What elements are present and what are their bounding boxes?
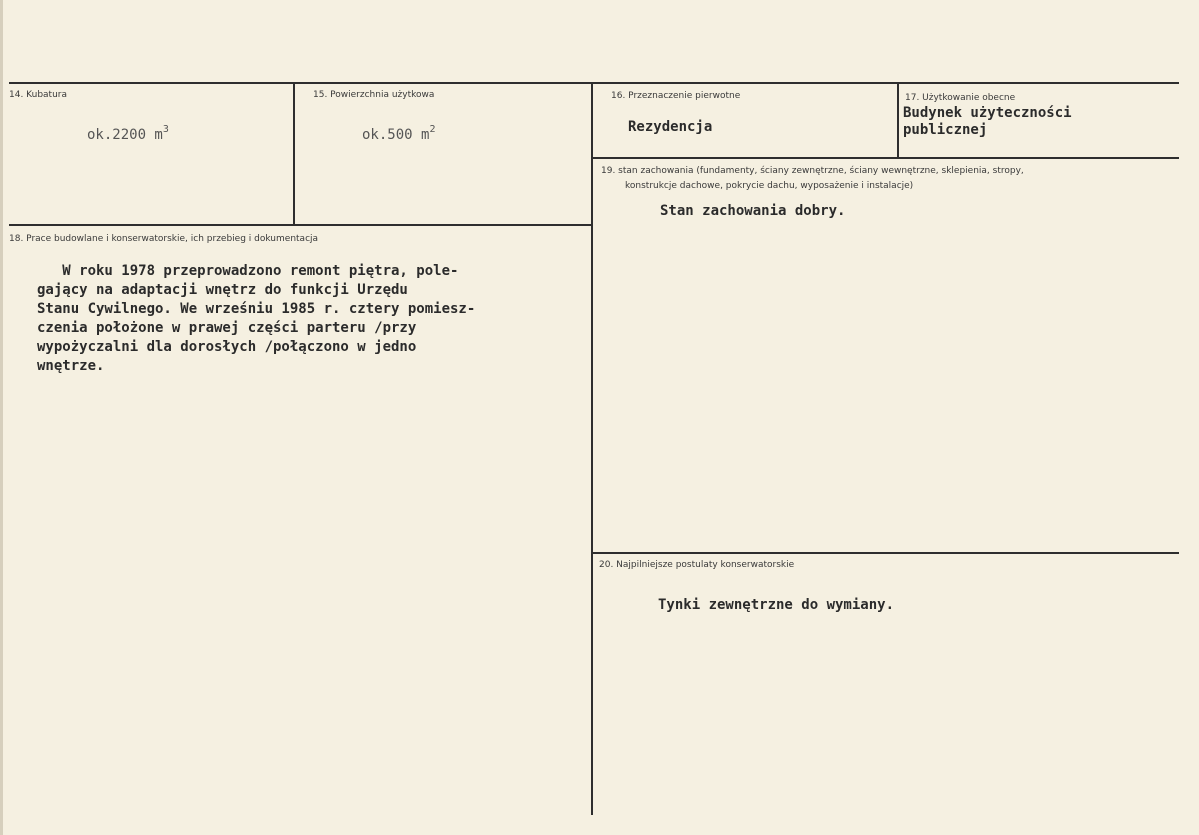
field-18-line: W roku 1978 przeprowadzono remont piętra, pole- xyxy=(37,263,459,279)
field-20-label: 20. Najpilniejsze postulaty konserwatorskie xyxy=(599,560,795,570)
field-17-value-line-1: Budynek użyteczności xyxy=(903,105,1072,121)
right-rule-19 xyxy=(593,157,1179,159)
field-20-value: Tynki zewnętrzne do wymiany. xyxy=(658,597,895,613)
field-16-label: 16. Przeznaczenie pierwotne xyxy=(611,91,741,101)
top-rule xyxy=(9,82,1179,84)
right-rule-20 xyxy=(593,552,1179,554)
field-14-value xyxy=(87,124,169,143)
kubatura-value: ok.2200 m xyxy=(87,127,163,143)
field-15-value xyxy=(362,124,435,143)
divider-14-15 xyxy=(293,82,295,225)
field-18-line: czenia położone w prawej części parteru /przy xyxy=(37,320,417,336)
field-18-line: Stanu Cywilnego. We wrześniu 1985 r. cztery pomiesz- xyxy=(37,301,476,317)
left-rule-row2 xyxy=(9,224,593,226)
center-divider xyxy=(591,82,593,815)
powierzchnia-unit-exponent: 2 xyxy=(429,124,436,135)
kubatura-unit-exponent: 3 xyxy=(162,124,169,135)
field-17-label: 17. Użytkowanie obecne xyxy=(905,93,1016,103)
field-18-label: 18. Prace budowlane i konserwatorskie, ich przebieg i dokumentacja xyxy=(9,234,319,244)
field-19-label-line-2: konstrukcje dachowe, pokrycie dachu, wyposażenie i instalacje) xyxy=(625,181,914,191)
field-17-value-line-2: publicznej xyxy=(903,122,988,138)
field-19-label-line-1: 19. stan zachowania (fundamenty, ściany zewnętrzne, ściany wewnętrzne, sklepienia, stropy, xyxy=(601,166,1024,176)
field-18-line: wypożyczalni dla dorosłych /połączono w jedno xyxy=(37,339,417,355)
powierzchnia-value: ok.500 m xyxy=(362,127,430,143)
field-18-text xyxy=(37,262,475,376)
field-19-value: Stan zachowania dobry. xyxy=(660,203,846,219)
field-14-label: 14. Kubatura xyxy=(9,90,68,100)
field-16-value: Rezydencja xyxy=(628,119,713,135)
divider-16-17 xyxy=(897,82,899,158)
field-18-line: wnętrze. xyxy=(37,358,105,374)
field-15-label: 15. Powierzchnia użytkowa xyxy=(313,90,435,100)
field-18-line: gający na adaptacji wnętrz do funkcji Urzędu xyxy=(37,282,408,298)
